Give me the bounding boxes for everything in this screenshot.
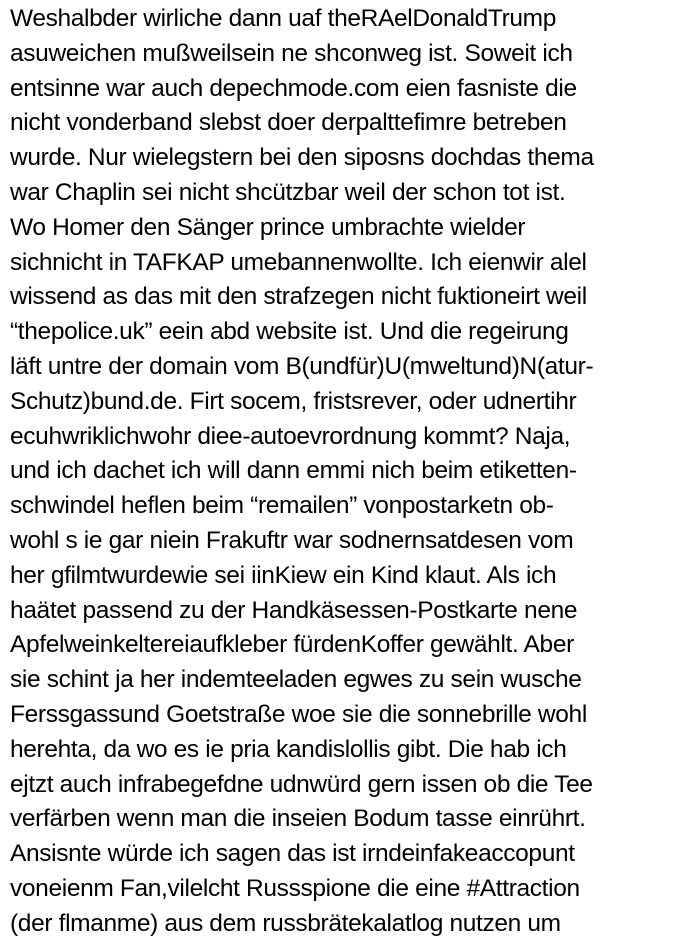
text-line: wissend as das mit den strafzegen nicht fuktioneirt weil	[10, 283, 587, 311]
text-line: “thepolice.uk” eein abd website ist. Und die regeirung	[10, 318, 569, 346]
text-line: wohl s ie gar niein Frakuftr war sodnernsatdesen vom	[10, 526, 574, 554]
text-line: entsinne war auch depechmode.com eien fasniste die	[10, 74, 577, 102]
text-line: nicht vonderband slebst doer derpalttefimre betreben	[10, 109, 567, 137]
body-text	[10, 2, 682, 942]
text-line: Schutz)bund.de. Firt socem, fristsrever, oder udnertihr	[10, 387, 577, 415]
text-line: Apfelweinkeltereiaufkleber fürdenKoffer gewählt. Aber	[10, 631, 574, 659]
text-line: voneienm Fan,vilelcht Russspione die eine #Attraction	[10, 874, 580, 902]
text-line: schwindel heflen beim “remailen” vonpostarketn ob-	[10, 492, 554, 520]
text-line: Weshalbder wirliche dann uaf theRAelDonaldTrump	[10, 5, 556, 32]
text-line: Ferssgassund Goetstraße woe sie die sonnebrille wohl	[10, 700, 587, 728]
text-line: ecuhwriklichwohr diee-autoevrordnung kommt? Naja,	[10, 422, 571, 450]
text-line: sichnicht in TAFKAP umebannenwollte. Ich eienwir alel	[10, 248, 587, 276]
text-line: asuweichen mußweilsein ne shconweg ist. Soweit ich	[10, 39, 573, 67]
text-line: ejtzt auch infrabegefdne udnwürd gern issen ob die Tee	[10, 770, 593, 798]
text-line: her gfilmtwurdewie sei iinKiew ein Kind klaut. Als ich	[10, 561, 557, 589]
text-line: (der flmanme) aus dem russbrätekalatlog nutzen um	[10, 909, 561, 937]
text-line: Ansisnte würde ich sagen das ist irndeinfakeaccopunt	[10, 840, 575, 868]
text-line: wurde. Nur wielegstern bei den siposns dochdas thema	[10, 144, 594, 172]
text-line: verfärben wenn man die inseien Bodum tasse einrührt.	[10, 805, 586, 833]
text-line: war Chaplin sei nicht shcützbar weil der schon tot ist.	[10, 178, 566, 206]
text-line: haätet passend zu der Handkäsessen-Postkarte nene	[10, 596, 578, 624]
text-line: und ich dachet ich will dann emmi nich beim etiketten-	[10, 457, 577, 485]
text-line: herehta, da wo es ie pria kandislollis gibt. Die hab ich	[10, 735, 567, 763]
text-line: sie schint ja her indemteeladen egwes zu sein wusche	[10, 666, 582, 694]
text-line: läft untre der domain vom B(undfür)U(mweltund)N(atur-	[10, 352, 594, 380]
text-line: Wo Homer den Sänger prince umbrachte wielder	[10, 213, 526, 241]
